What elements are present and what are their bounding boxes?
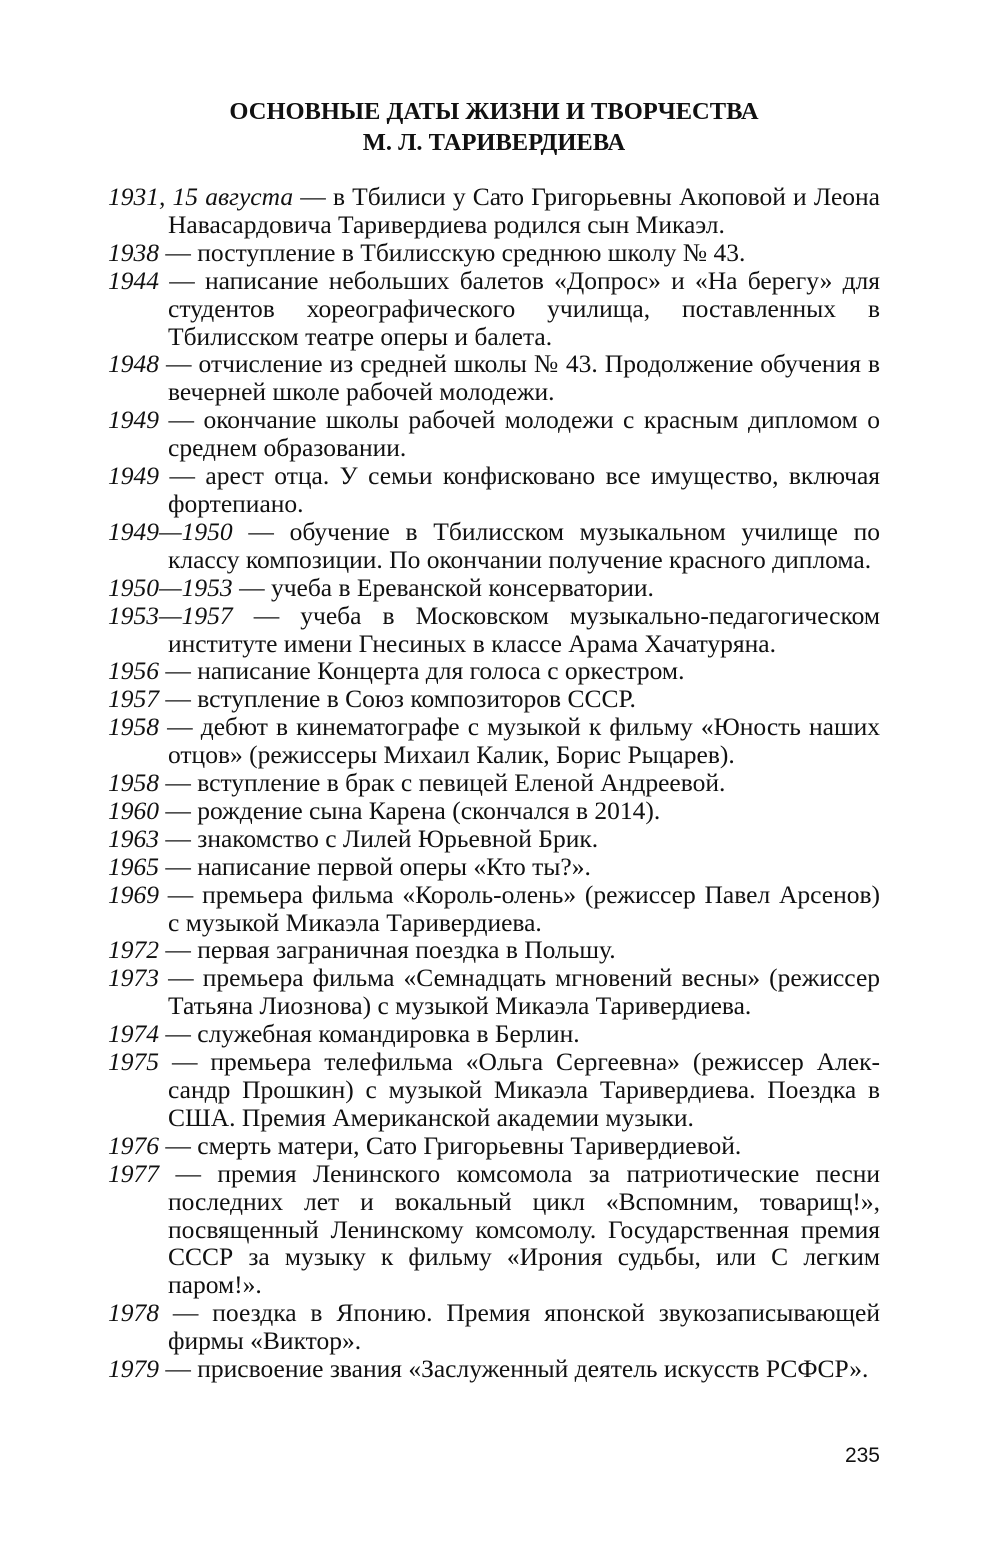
entry-dash: — [253, 600, 280, 630]
chronology-entry [108, 1020, 880, 1048]
entry-dash: — [168, 963, 194, 993]
entry-dash: — [239, 572, 265, 602]
entry-text: рождение сына Карена (скончался в 2014). [197, 795, 661, 825]
chronology-entry [108, 825, 880, 853]
entry-text: премьера фильма «Семнадцать мгновений весны» (режиссер Татьяна Лиознова) с музыкой Микаэла Таривердиева. [168, 963, 881, 1021]
entry-date: 1978 [108, 1298, 159, 1328]
chronology-entry [108, 881, 880, 937]
chronology-entry [108, 1132, 880, 1160]
chronology-entry [108, 797, 880, 825]
entry-date: 1949 [108, 461, 159, 491]
entry-text: вступление в брак с певицей Еленой Андреевой. [197, 768, 726, 798]
entry-dash: — [175, 1158, 201, 1188]
entry-date: 1958 [108, 768, 159, 798]
entry-text: поездка в Японию. Премия японской звукозаписывающей фирмы «Виктор». [168, 1298, 881, 1356]
entry-date: 1974 [108, 1019, 159, 1049]
chronology-entry [108, 462, 880, 518]
entry-date: 1977 [108, 1158, 159, 1188]
entry-date: 1973 [108, 963, 159, 993]
entry-date: 1958 [108, 712, 159, 742]
entry-text: премия Ленинского комсомола за патриотические песни последних лет и вокальный цикл «Вспомним, товарищ!», посвященный Ленинскому комсомолу. Государственная премия СССР за музыку к фильму «Ирония судьбы, или С легким паром!». [168, 1158, 880, 1300]
entry-dash: — [300, 182, 326, 211]
chronology-entry [108, 1299, 880, 1355]
chronology-entry [108, 853, 880, 881]
entry-date: 1949 [108, 405, 159, 435]
chronology-entry [108, 350, 880, 406]
chronology-entry [108, 267, 880, 351]
entry-text: арест отца. У семьи конфисковано все имущество, включая фортепиано. [168, 461, 880, 518]
entry-text: служебная командировка в Берлин. [197, 1019, 580, 1049]
entry-text: знакомство с Лилей Юрьевной Брик. [197, 823, 599, 853]
entry-dash: — [166, 349, 192, 379]
entry-date: 1953—1957 [108, 600, 233, 630]
entry-text: обучение в Тбилисском музыкальном училище по классу композиции. По окончании получение красного диплома. [168, 516, 881, 574]
entry-date: 1949—1950 [108, 516, 233, 546]
entry-date: 1963 [108, 823, 159, 853]
entry-text: написание первой оперы «Кто ты?». [197, 851, 591, 881]
entry-date: 1957 [108, 684, 159, 714]
entry-dash: — [171, 1047, 198, 1077]
entry-text: вступление в Союз композиторов СССР. [197, 684, 636, 714]
entry-dash: — [165, 795, 191, 825]
entry-date: 1975 [108, 1047, 159, 1077]
entry-dash: — [165, 823, 191, 853]
entry-text: первая заграничная поездка в Польшу. [197, 935, 616, 965]
entry-date: 1979 [108, 1354, 159, 1384]
chronology-entry [108, 1160, 880, 1300]
entry-text: отчисление из средней школы № 43. Продолжение обучения в вечерней школе рабочей молодежи. [168, 349, 881, 407]
entry-date: 1976 [108, 1130, 159, 1160]
entry-dash: — [168, 405, 194, 435]
entry-text: смерть матери, Сато Григорьевны Таривердиевой. [197, 1130, 742, 1160]
entry-date: 1938 [108, 237, 159, 267]
entry-dash: — [172, 1298, 199, 1328]
entry-dash: — [165, 935, 191, 965]
entry-dash: — [167, 879, 194, 909]
entry-text: премьера фильма «Король-олень» (режиссер Павел Арсенов) с музыкой Микаэла Таривердиева. [168, 879, 881, 937]
page-number: 235 [844, 1444, 880, 1467]
chronology-entry [108, 964, 880, 1020]
chronology-entry [108, 239, 880, 267]
entry-text: в Тбилиси у Сато Григорьевны Акоповой и Леона Навасардовича Таривердиева родился сын Микаэл. [168, 182, 880, 239]
entry-date: 1944 [108, 265, 159, 295]
title-line-2: М. Л. ТАРИВЕРДИЕВА [362, 129, 626, 156]
entry-date: 1931, 15 августа [108, 182, 294, 211]
entry-text: учеба в Ереванской консерватории. [270, 572, 654, 602]
entry-text: написание Концерта для голоса с оркестром. [197, 656, 685, 686]
entry-text: дебют в кинематографе с музыкой к фильму «Юность наших отцов» (режиссеры Михаил Калик, Борис Рыцарев). [168, 712, 881, 770]
chronology-entry [108, 657, 880, 685]
entry-dash: — [165, 684, 191, 714]
chronology-entry [108, 406, 880, 462]
entry-text: написание небольших балетов «Допрос» и «На берегу» для студентов хореографического училища, поставленных в Тбилисском театре оперы и балета. [168, 265, 881, 351]
entry-text: премьера телефильма «Ольга Сергеевна» (режиссер Александр Прошкин) с музыкой Микаэла Таривердиева. Поездка в США. Премия Американской академии музыки. [168, 1047, 881, 1132]
entry-date: 1956 [108, 656, 159, 686]
chronology-entry [108, 936, 880, 964]
chronology-entry [108, 713, 880, 769]
entry-dash: — [165, 1130, 191, 1160]
entry-dash: — [169, 265, 195, 295]
chronology-entry [108, 685, 880, 713]
chronology-entry [108, 518, 880, 574]
entry-dash: — [165, 1019, 191, 1049]
entry-dash: — [165, 768, 191, 798]
entry-text: присвоение звания «Заслуженный деятель искусств РСФСР». [197, 1354, 869, 1384]
page-title [108, 96, 880, 158]
entry-dash: — [165, 656, 191, 686]
entry-dash: — [165, 851, 191, 881]
chronology-entry [108, 574, 880, 602]
entry-dash: — [169, 461, 195, 491]
title-line-1: ОСНОВНЫЕ ДАТЫ ЖИЗНИ И ТВОРЧЕСТВА [229, 98, 759, 125]
page [108, 0, 880, 1562]
entry-date: 1972 [108, 935, 159, 965]
entry-date: 1965 [108, 851, 159, 881]
chronology-entry [108, 183, 880, 239]
entry-date: 1948 [108, 349, 159, 379]
entry-text: поступление в Тбилисскую среднюю школу № 43. [197, 237, 746, 267]
entry-dash: — [248, 516, 274, 546]
entry-dash: — [165, 1354, 191, 1384]
entry-date: 1969 [108, 879, 159, 909]
chronology-entry [108, 769, 880, 797]
entry-dash: — [167, 712, 193, 742]
entry-dash: — [165, 237, 191, 267]
chronology-entry [108, 1355, 880, 1383]
entry-date: 1960 [108, 795, 159, 825]
chronology-entry [108, 1048, 880, 1132]
chronology-list [108, 183, 880, 1383]
entry-text: учеба в Московском музыкально-педагогическом институте имени Гнесиных в классе Арама Хачатуряна. [168, 600, 880, 658]
entry-text: окончание школы рабочей молодежи с красным дипломом о среднем образовании. [168, 405, 881, 463]
entry-date: 1950—1953 [108, 572, 233, 602]
chronology-entry [108, 602, 880, 658]
